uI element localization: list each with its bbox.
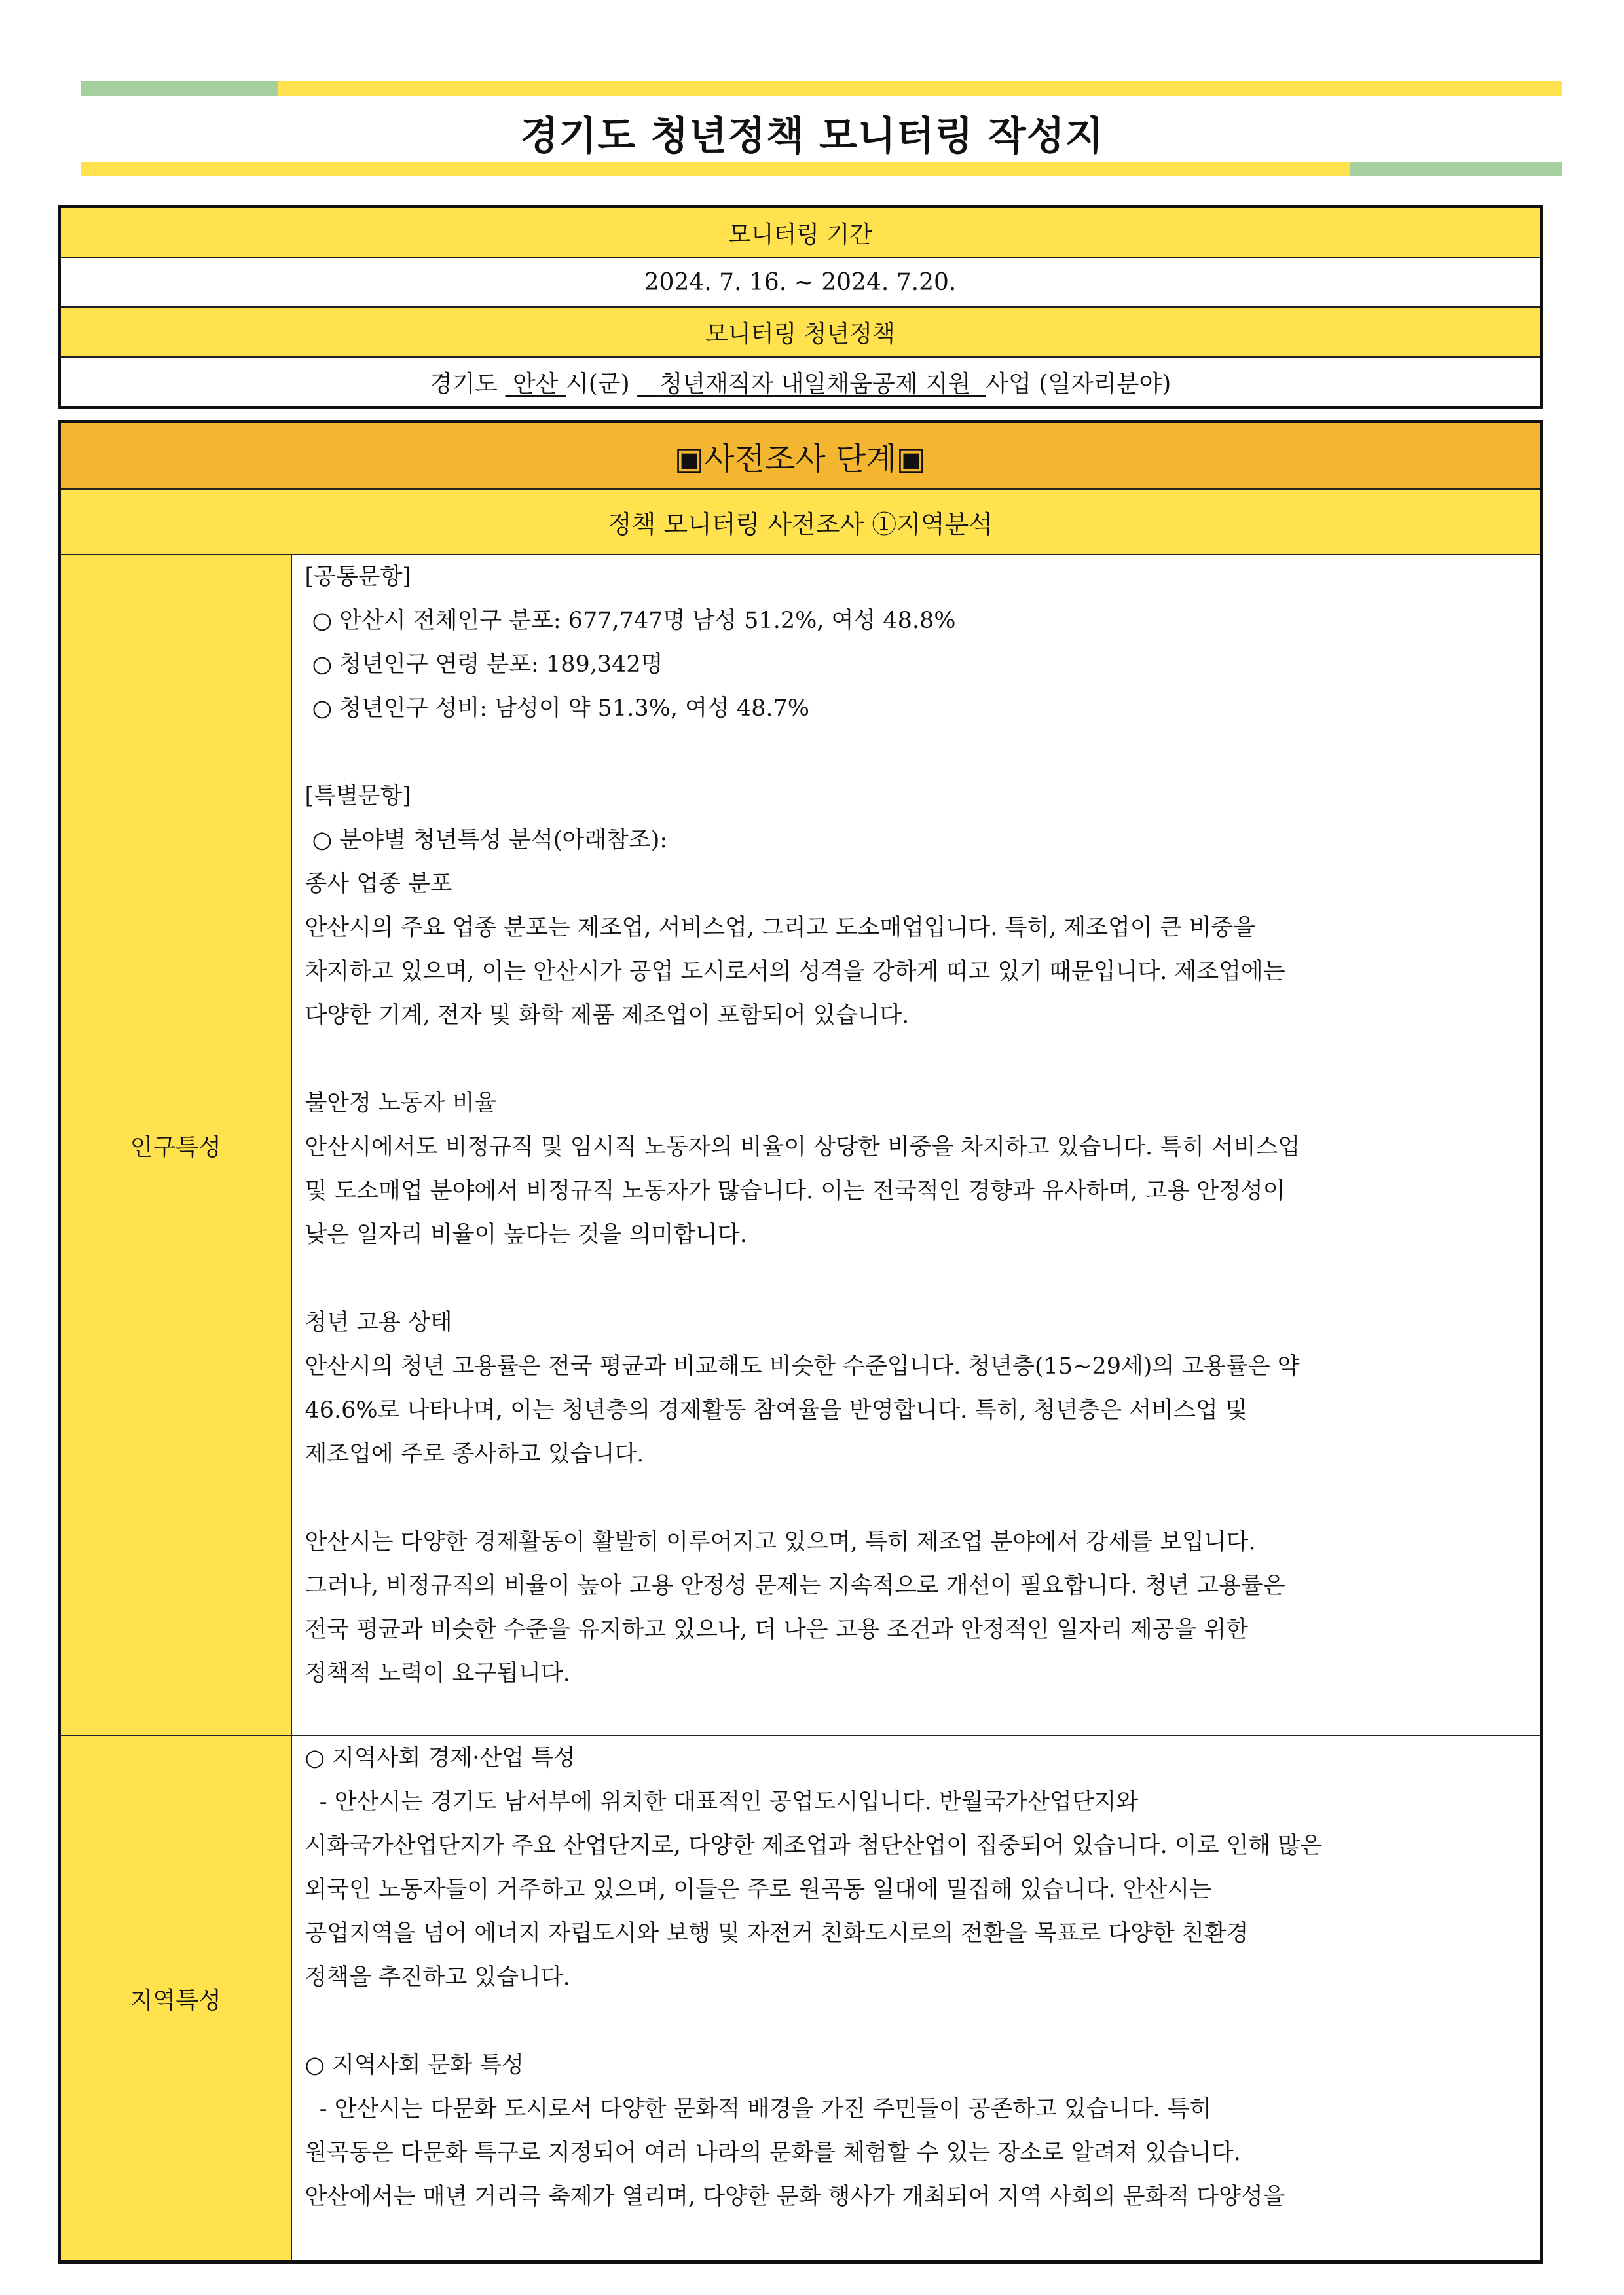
stage-title: ▣사전조사 단계▣	[60, 422, 1541, 490]
region-lines	[305, 1736, 1528, 2219]
policy-prefix: 경기도	[429, 370, 498, 397]
text-line	[305, 1038, 1528, 1082]
population-label: 인구특성	[60, 555, 291, 1736]
text-line: 정책을 추진하고 있습니다.	[304, 1964, 570, 1991]
text-line: 안산시는 다양한 경제활동이 활발히 이루어지고 있으며, 특히 제조업 분야에서 강세를 보입니다.	[304, 1529, 1256, 1555]
text-line	[305, 1477, 1528, 1520]
text-line: 안산에서는 매년 거리극 축제가 열리며, 다양한 문화 행사가 개최되어 지역 사회의 문화적 다양성을	[304, 2184, 1285, 2210]
text-line: [공통문항]	[304, 564, 412, 590]
text-line: 및 도소매업 분야에서 비정규직 노동자가 많습니다. 이는 전국적인 경향과 유사하며, 고용 안정성이	[304, 1178, 1285, 1204]
text-line: 원곡동은 다문화 특구로 지정되어 여러 나라의 문화를 체험할 수 있는 장소로 알려져 있습니다.	[304, 2140, 1241, 2166]
policy-label: 모니터링 청년정책	[60, 307, 1541, 357]
document-title: 경기도 청년정책 모니터링 작성지	[520, 113, 1104, 159]
text-line: 낮은 일자리 비율이 높다는 것을 의미합니다.	[304, 1222, 747, 1248]
policy-city-suffix: 시(군)	[565, 370, 630, 397]
text-line: 외국인 노동자들이 거주하고 있으며, 이들은 주로 원곡동 일대에 밀집해 있습니다. 안산시는	[304, 1877, 1211, 1903]
text-line: 안산시의 청년 고용률은 전국 평균과 비교해도 비슷한 수준입니다. 청년층(15~29세)의 고용률은 약	[304, 1353, 1300, 1380]
period-value: 2024. 7. 16. ~ 2024. 7.20.	[60, 257, 1541, 307]
region-label: 지역특성	[60, 1736, 291, 2262]
text-line: 안산시의 주요 업종 분포는 제조업, 서비스업, 그리고 도소매업입니다. 특히, 제조업이 큰 비중을	[304, 915, 1256, 941]
research-table	[58, 420, 1543, 2264]
text-line: ○ 안산시 전체인구 분포: 677,747명 남성 51.2%, 여성 48.8%	[304, 608, 956, 634]
text-line	[305, 1257, 1528, 1301]
bottom-yellow-bar	[81, 162, 1350, 176]
text-line: ○ 분야별 청년특성 분석(아래참조):	[304, 827, 668, 853]
text-line: ○ 지역사회 경제·산업 특성	[304, 1745, 576, 1771]
text-line: 종사 업종 분포	[304, 871, 452, 897]
text-line: 차지하고 있으며, 이는 안산시가 공업 도시로서의 성격을 강하게 띠고 있기 때문입니다. 제조업에는	[304, 959, 1285, 985]
text-line: 정책적 노력이 요구됩니다.	[304, 1661, 570, 1687]
policy-suffix: 사업 (일자리분야)	[986, 370, 1172, 397]
info-table	[58, 205, 1543, 409]
policy-city: 안산	[512, 370, 559, 397]
text-line: 전국 평균과 비슷한 수준을 유지하고 있으나, 더 나은 고용 조건과 안정적인 일자리 제공을 위한	[304, 1617, 1249, 1643]
text-line: 안산시에서도 비정규직 및 임시직 노동자의 비율이 상당한 비중을 차지하고 있습니다. 특히 서비스업	[304, 1134, 1301, 1160]
population-lines	[305, 555, 1528, 1696]
text-line: - 안산시는 다문화 도시로서 다양한 문화적 배경을 가진 주민들이 공존하고 있습니다. 특히	[304, 2096, 1212, 2122]
text-line: 다양한 기계, 전자 및 화학 제품 제조업이 포함되어 있습니다.	[304, 1002, 910, 1029]
text-line: ○ 청년인구 연령 분포: 189,342명	[304, 652, 663, 678]
population-content	[291, 555, 1541, 1736]
text-line: 불안정 노동자 비율	[304, 1090, 497, 1116]
policy-value	[60, 357, 1541, 408]
region-content	[291, 1736, 1541, 2262]
period-label: 모니터링 기간	[60, 207, 1541, 258]
text-line: 청년 고용 상태	[304, 1310, 452, 1336]
text-line	[305, 2000, 1528, 2044]
top-yellow-bar	[278, 81, 1562, 96]
top-green-bar	[81, 81, 278, 96]
text-line: [특별문항]	[304, 783, 412, 809]
stage-subtitle: 정책 모니터링 사전조사 ①지역분석	[60, 489, 1541, 555]
text-line	[305, 731, 1528, 775]
text-line: ○ 지역사회 문화 특성	[304, 2052, 524, 2078]
bottom-green-bar	[1350, 162, 1562, 176]
text-line: 시화국가산업단지가 주요 산업단지로, 다양한 제조업과 첨단산업이 집중되어 있습니다. 이로 인해 많은	[304, 1833, 1323, 1859]
text-line: - 안산시는 경기도 남서부에 위치한 대표적인 공업도시입니다. 반월국가산업단지와	[304, 1789, 1139, 1815]
policy-program: 청년재직자 내일채움공제 지원	[659, 370, 971, 397]
text-line: 그러나, 비정규직의 비율이 높아 고용 안정성 문제는 지속적으로 개선이 필요합니다. 청년 고용률은	[304, 1573, 1285, 1599]
text-line: ○ 청년인구 성비: 남성이 약 51.3%, 여성 48.7%	[304, 695, 810, 722]
text-line: 공업지역을 넘어 에너지 자립도시와 보행 및 자전거 친화도시로의 전환을 목표로 다양한 친환경	[304, 1920, 1249, 1947]
text-line: 제조업에 주로 종사하고 있습니다.	[304, 1441, 644, 1467]
text-line: 46.6%로 나타나며, 이는 청년층의 경제활동 참여율을 반영합니다. 특히, 청년층은 서비스업 및	[304, 1397, 1247, 1423]
